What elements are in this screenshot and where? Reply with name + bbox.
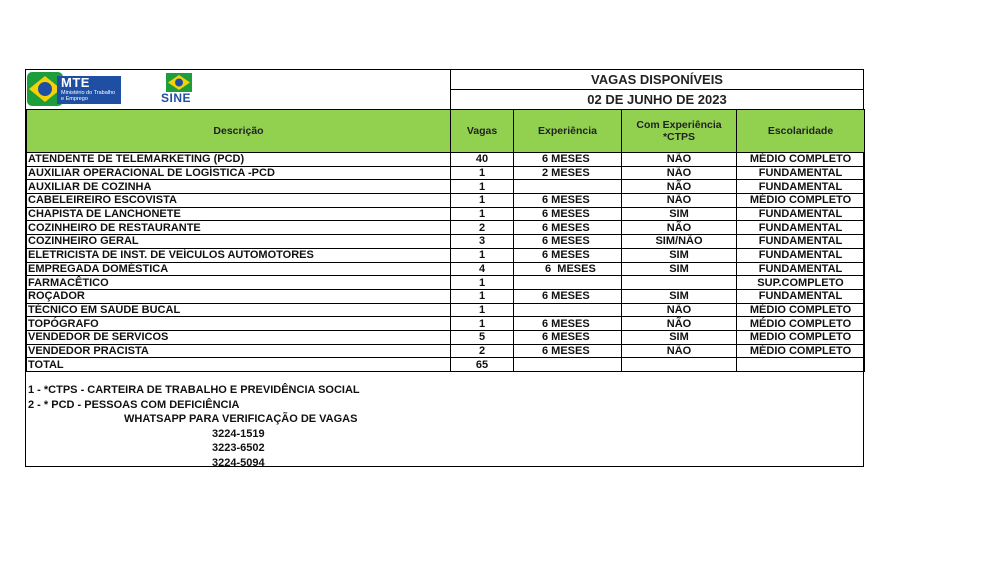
sine-flag-icon [166,73,192,92]
sine-logo [161,73,201,109]
cell-descricao: AUXILIAR DE COZINHA [27,180,451,194]
cell-descricao: CABELEIREIRO ESCOVISTA [27,194,451,208]
cell-descricao: ROÇADOR [27,289,451,303]
table-row [27,180,865,194]
sine-logo-text: SINE [161,91,192,105]
cell-experiencia: 6 MESES [514,194,622,208]
cell-escolaridade: FUNDAMENTAL [737,248,865,262]
phone-number: 3223-6502 [212,442,265,454]
cell-vagas: 1 [451,276,514,290]
cell-experiencia: 6 MESES [514,289,622,303]
cell-escolaridade: MÉDIO COMPLETO [737,317,865,331]
cell-escolaridade: FUNDAMENTAL [737,235,865,249]
cell-ctps: NÃO [622,303,737,317]
cell-escolaridade: FUNDAMENTAL [737,289,865,303]
column-header-experiencia: Experiência [514,110,622,153]
cell-vagas: 1 [451,303,514,317]
table-row [27,194,865,208]
cell-ctps: NÃO [622,344,737,358]
phone-number: 3224-1519 [212,428,265,440]
cell-vagas: 5 [451,330,514,344]
table-header-row [27,110,865,153]
cell-vagas: 1 [451,194,514,208]
cell-experiencia [514,180,622,194]
mte-logo-subtitle: Ministério do Trabalho e Emprego [61,90,116,102]
cell-descricao: TÉCNICO EM SAÚDE BUCAL [27,303,451,317]
mte-logo [27,72,121,105]
cell-ctps: SIM/NÃO [622,235,737,249]
table-row [27,262,865,276]
cell-ctps [622,276,737,290]
total-vagas: 65 [451,358,514,372]
cell-vagas: 4 [451,262,514,276]
cell-escolaridade: FUNDAMENTAL [737,221,865,235]
cell-escolaridade: MÉDIO COMPLETO [737,303,865,317]
cell-vagas: 40 [451,153,514,167]
title-area [451,70,863,109]
cell-escolaridade: MÉDIO COMPLETO [737,153,865,167]
cell-vagas: 1 [451,207,514,221]
vacancies-table [26,109,865,372]
cell-escolaridade: MEDIO COMPLETO [737,330,865,344]
job-vacancies-sheet [25,69,864,467]
total-label: TOTAL [27,358,451,372]
cell-experiencia [514,276,622,290]
cell-escolaridade: FUNDAMENTAL [737,262,865,276]
cell-experiencia: 6 MESES [514,221,622,235]
table-row [27,330,865,344]
cell-descricao: ATENDENTE DE TELEMARKETING (PCD) [27,153,451,167]
cell-vagas: 1 [451,180,514,194]
cell-escolaridade: FUNDAMENTAL [737,180,865,194]
cell-escolaridade: MÉDIO COMPLETO [737,344,865,358]
table-row [27,344,865,358]
logo-area [26,70,451,109]
cell-vagas: 1 [451,317,514,331]
cell-ctps: NÃO [622,166,737,180]
page-title: VAGAS DISPONÍVEIS [451,70,863,90]
cell-experiencia: 6 MESES [514,317,622,331]
cell-ctps: NÃO [622,194,737,208]
cell-descricao: VENDEDOR DE SERVICOS [27,330,451,344]
cell-ctps: SIM [622,207,737,221]
cell-descricao: COZINHEIRO DE RESTAURANTE [27,221,451,235]
phone-number: 3224-5094 [212,457,265,469]
cell-ctps: SIM [622,330,737,344]
table-row [27,221,865,235]
cell-escolaridade: FUNDAMENTAL [737,207,865,221]
cell-descricao: FARMACÊTICO [27,276,451,290]
cell-escolaridade: MÉDIO COMPLETO [737,194,865,208]
note-ctps: 1 - *CTPS - CARTEIRA DE TRABALHO E PREVIDÊNCIA SOCIAL [28,384,360,396]
cell-escolaridade: SUP.COMPLETO [737,276,865,290]
cell-ctps: SIM [622,289,737,303]
cell-descricao: CHAPISTA DE LANCHONETE [27,207,451,221]
table-row [27,276,865,290]
cell-ctps: NÃO [622,317,737,331]
cell-vagas: 2 [451,221,514,235]
cell-vagas: 2 [451,344,514,358]
cell-descricao: ELETRICISTA DE INST. DE VEÍCULOS AUTOMOTORES [27,248,451,262]
table-row [27,166,865,180]
table-total-row [27,358,865,372]
table-row [27,317,865,331]
table-row [27,303,865,317]
column-header-ctps: Com Experiência *CTPS [622,110,737,153]
total-empty-cell [737,358,865,372]
cell-descricao: AUXILIAR OPERACIONAL DE LOGÍSTICA -PCD [27,166,451,180]
page-date: 02 DE JUNHO DE 2023 [587,92,727,107]
cell-ctps: SIM [622,262,737,276]
cell-ctps: NÃO [622,221,737,235]
cell-experiencia: 6 MESES [514,153,622,167]
cell-escolaridade: FUNDAMENTAL [737,166,865,180]
cell-experiencia: 6 MESES [514,235,622,249]
cell-experiencia: 6 MESES [514,248,622,262]
note-pcd: 2 - * PCD - PESSOAS COM DEFICIÊNCIA [28,399,240,411]
cell-ctps: NÃO [622,153,737,167]
column-header-escolaridade: Escolaridade [737,110,865,153]
cell-vagas: 3 [451,235,514,249]
table-row [27,153,865,167]
table-row [27,207,865,221]
table-row [27,289,865,303]
cell-ctps: SIM [622,248,737,262]
table-row [27,248,865,262]
cell-experiencia: 2 MESES [514,166,622,180]
cell-experiencia: 6 MESES [514,330,622,344]
cell-vagas: 1 [451,248,514,262]
table-row [27,235,865,249]
cell-descricao: EMPREGADA DOMÉSTICA [27,262,451,276]
cell-descricao: VENDEDOR PRACISTA [27,344,451,358]
whatsapp-label: WHATSAPP PARA VERIFICAÇÃO DE VAGAS [124,413,358,425]
total-empty-cell [514,358,622,372]
cell-experiencia: 6 MESES [514,207,622,221]
mte-logo-box [57,76,121,104]
sheet-header [26,70,863,109]
cell-experiencia: 6 MESES [514,262,622,276]
cell-ctps: NÃO [622,180,737,194]
cell-experiencia: 6 MESES [514,344,622,358]
cell-descricao: COZINHEIRO GERAL [27,235,451,249]
total-empty-cell [622,358,737,372]
column-header-descricao: Descrição [27,110,451,153]
cell-descricao: TOPÓGRAFO [27,317,451,331]
cell-vagas: 1 [451,166,514,180]
cell-vagas: 1 [451,289,514,303]
mte-logo-title: MTE [61,75,90,90]
column-header-vagas: Vagas [451,110,514,153]
cell-experiencia [514,303,622,317]
